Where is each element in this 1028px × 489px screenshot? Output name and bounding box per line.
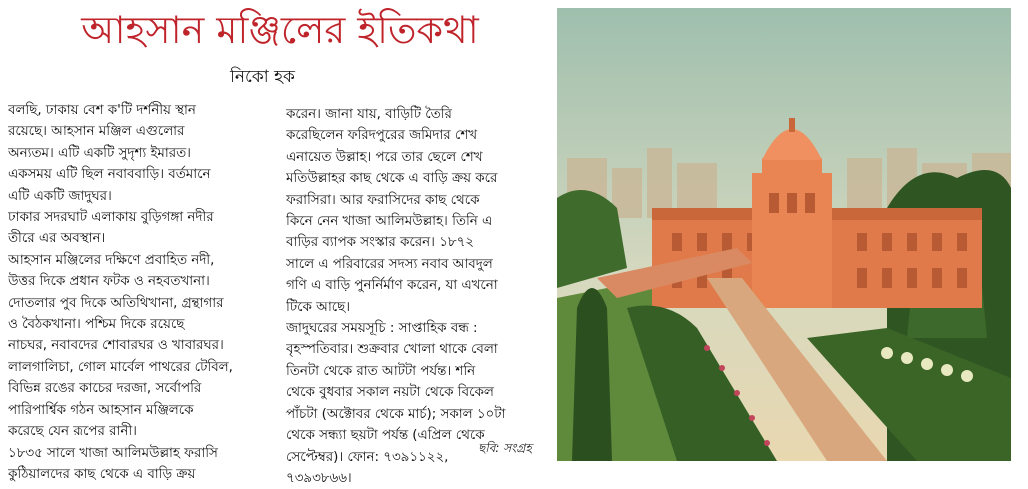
text-line: বাড়ির ব্যাপক সংস্কার করেন। ১৮৭২: [286, 235, 474, 251]
text-line: এটি একটি জাদুঘর।: [8, 188, 112, 204]
ahsan-manzil-photo: [557, 8, 1011, 461]
text-line: পাঁচটা (অক্টোবর থেকে মার্চ); সকাল ১০টা: [286, 406, 506, 422]
text-line: রয়েছে। আহসান মঞ্জিল এগুলোর: [8, 124, 185, 140]
photo-credit: ছবি: সংগ্রহ: [478, 441, 532, 455]
text-line: উত্তর দিকে প্রধান ফটক ও নহবতখানা।: [8, 274, 210, 290]
text-line: মতিউল্লাহর কাছ থেকে এ বাড়ি ক্রয় করে: [286, 171, 498, 187]
text-line: ৭৩৯৩৮৬৬।: [286, 470, 352, 486]
text-line: বিভিন্ন রঙের কাচের দরজা, সর্বোপরি: [8, 381, 202, 397]
text-line: সেপ্টেম্বর)। ফোন: ৭৩৯১১২২,: [286, 449, 449, 465]
text-line: কুঠিয়ালদের কাছ থেকে এ বাড়ি ক্রয়: [8, 466, 196, 482]
text-line: জাদুঘরের সময়সূচি : সাপ্তাহিক বন্ধ :: [286, 321, 478, 337]
text-line: গণি এ বাড়ি পুনর্নির্মাণ করেন, যা এখনো: [286, 278, 498, 294]
text-line: বলছি, ঢাকায় বেশ ক'টি দর্শনীয় স্থান: [8, 103, 196, 118]
text-line: বৃহস্পতিবার। শুক্রবার খোলা থাকে বেলা: [286, 342, 498, 358]
text-line: একসময় এটি ছিল নবাববাড়ি। বর্তমানে: [8, 167, 211, 183]
text-line: টিকে আছে।: [286, 299, 351, 315]
text-line: তিনটা থেকে রাত আটটা পর্যন্ত। শনি: [286, 363, 476, 379]
text-line: ১৮৩৫ সালে খাজা আলিমউল্লাহ ফরাসি: [8, 445, 218, 461]
text-line: আহসান মঞ্জিলের দক্ষিণে প্রবাহিত নদী,: [8, 252, 215, 268]
text-line: কিনে নেন খাজা আলিমউল্লাহ। তিনি এ: [286, 214, 493, 230]
article-column-1: [8, 100, 270, 485]
text-line: এনায়েত উল্লাহ। পরে তার ছেলে শেখ: [286, 149, 483, 165]
text-line: তীরে এর অবস্থান।: [8, 231, 106, 247]
text-line: করেছে যেন রূপের রানী।: [8, 424, 137, 440]
text-line: নাচঘর, নবাবদের শোবারঘর ও খাবারঘর।: [8, 338, 224, 354]
text-line: ঢাকার সদরঘাট এলাকায় বুড়িগঙ্গা নদীর: [8, 210, 214, 226]
text-line: দোতলার পুব দিকে অতিথিখানা, গ্রন্থাগার: [8, 295, 224, 311]
text-line: পারিপার্শ্বিক গঠন আহসান মঞ্জিলকে: [8, 402, 194, 418]
text-line: ও বৈঠকখানা। পশ্চিম দিকে রয়েছে: [8, 317, 185, 333]
text-line: লালগালিচা, গোল মার্বেল পাথরের টেবিল,: [8, 359, 233, 375]
text-line: সালে এ পরিবারের সদস্য নবাব আবদুল: [286, 256, 493, 272]
author-byline: নিকো হক: [230, 67, 295, 87]
palace-illustration: [557, 8, 1011, 461]
article-title: আহসান মঞ্জিলের ইতিকথা: [81, 8, 479, 52]
article-column-2: [286, 104, 548, 489]
text-line: থেকে সন্ধ্যা ছয়টা পর্যন্ত (এপ্রিল থেকে: [286, 428, 485, 444]
text-line: করেছিলেন ফরিদপুরের জমিদার শেখ: [286, 128, 478, 144]
text-line: ফরাসিরা। আর ফরাসিদের কাছ থেকে: [286, 192, 480, 208]
text-line: অন্যতম। এটি একটি সুদৃশ্য ইমারত।: [8, 145, 191, 161]
text-line: করেন। জানা যায়, বাড়িটি তৈরি: [286, 107, 452, 122]
text-line: থেকে বুধবার সকাল নয়টা থেকে বিকেল: [286, 385, 494, 401]
